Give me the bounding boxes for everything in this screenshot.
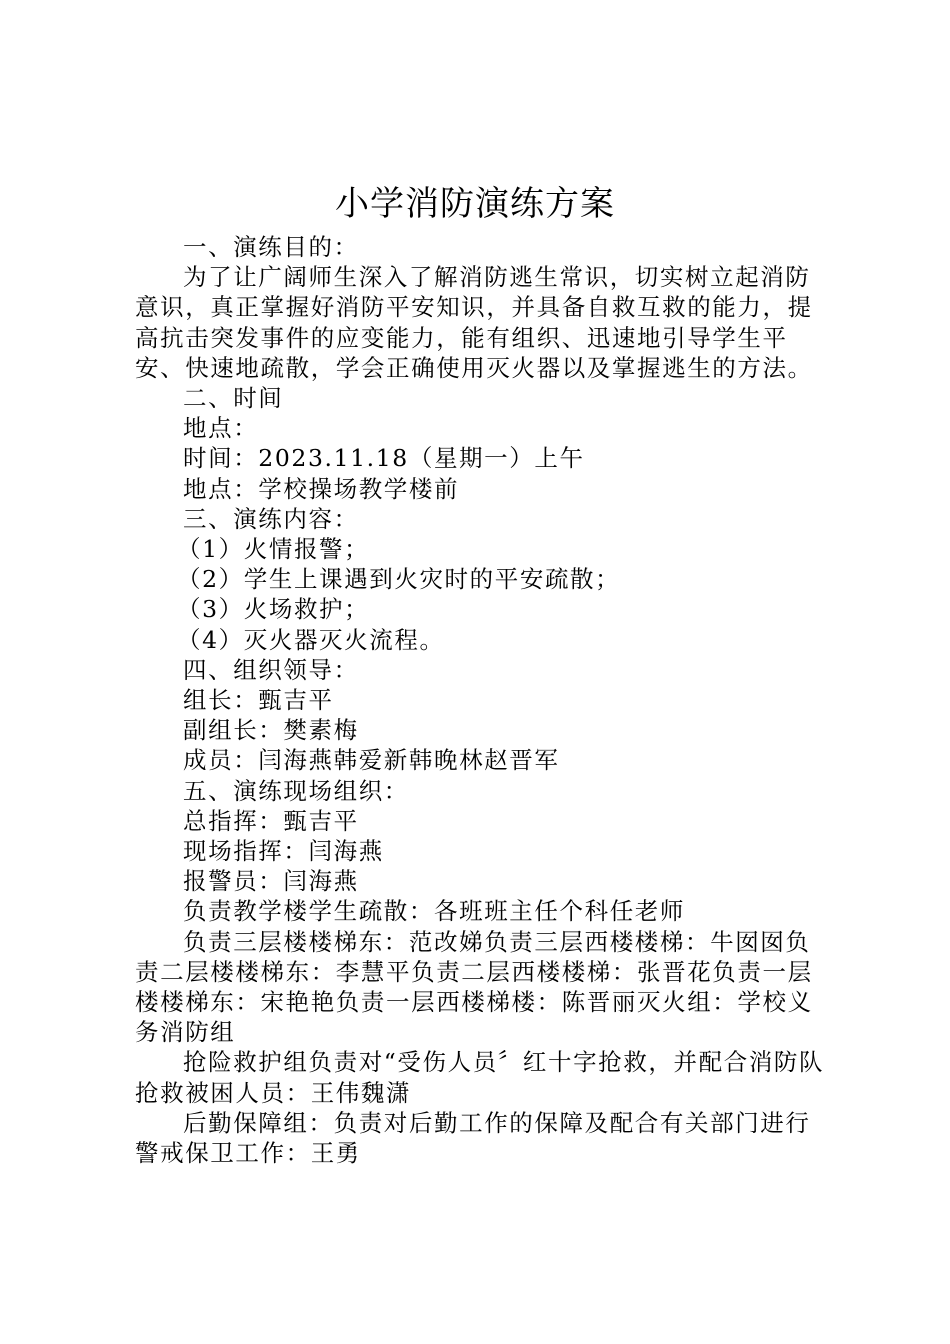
content-item-4: （4）灭火器灭火流程。 (177, 625, 445, 654)
evacuation-duty-line: 负责教学楼学生疏散：各班班主任个科任老师 (183, 897, 685, 926)
document-title: 小学消防演练方案 (335, 184, 615, 224)
site-commander-line: 现场指挥：闫海燕 (183, 837, 384, 866)
paragraph-purpose: 为了让广阔师生深入了解消防逃生常识，切实树立起消防意识，真正掌握好消防平安知识，并具备自救互救的能力，提高抗击突发事件的应变能力，能有组织、迅速地引导学生平安、快速地疏散，学会正确使用灭火器以及掌握逃生的方法。 (135, 263, 813, 382)
location-label: 地点： (183, 414, 259, 443)
document-body (135, 232, 835, 1168)
section-heading-purpose: 一、演练目的： (183, 233, 359, 261)
rescue-team-paragraph: 抢险救护组负责对“受伤人员〞红十字抢救，并配合消防队抢救被困人员：王伟魏潇 (135, 1048, 825, 1107)
deputy-leader-line: 副组长：樊素梅 (183, 716, 359, 745)
content-item-2: （2）学生上课遇到火灾时的平安疏散； (177, 565, 621, 594)
location-line: 地点：学校操场教学楼前 (183, 474, 460, 503)
content-item-3: （3）火场救护； (177, 595, 370, 624)
logistics-team-paragraph: 后勤保障组：负责对后勤工作的保障及配合有关部门进行警戒保卫工作：王勇 (135, 1108, 811, 1168)
section-heading-time: 二、时间 (183, 384, 284, 413)
section-heading-leadership: 四、组织领导： (183, 655, 359, 684)
section-heading-content: 三、演练内容： (183, 504, 359, 533)
alarm-officer-line: 报警员：闫海燕 (183, 867, 359, 896)
leader-line: 组长：甄吉平 (183, 686, 334, 715)
members-line: 成员：闫海燕韩爱新韩晚林赵晋军 (183, 746, 560, 775)
stairway-duty-paragraph: 负责三层楼楼梯东：范改娣负责三层西楼楼梯：牛囡囡负责二层楼楼梯东：李慧平负责二层西楼楼梯：张晋花负责一层楼楼梯东：宋艳艳负责一层西楼梯楼：陈晋丽灭火组：学校义务消防组 (135, 927, 813, 1047)
time-line: 时间：2023.11.18（星期一）上午 (183, 444, 585, 473)
section-heading-organization: 五、演练现场组织： (183, 776, 409, 805)
commander-line: 总指挥：甄吉平 (183, 806, 359, 835)
content-item-1: （1）火情报警； (177, 535, 370, 564)
